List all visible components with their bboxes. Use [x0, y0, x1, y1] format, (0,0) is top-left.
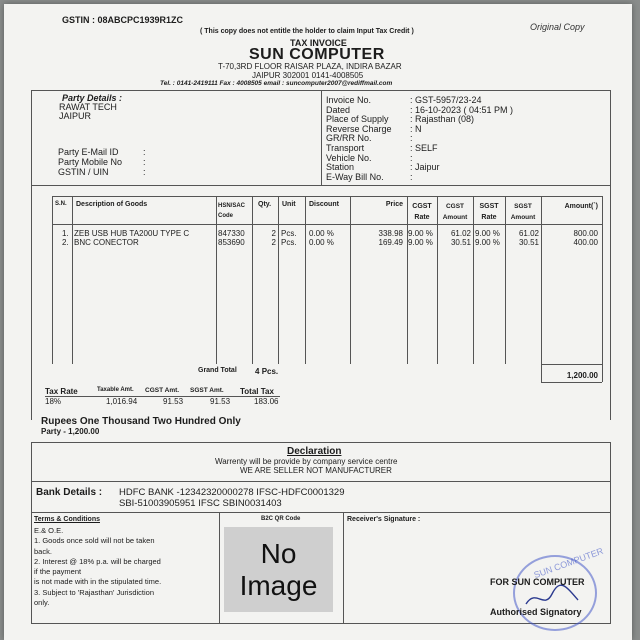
- party-name: RAWAT TECH: [59, 102, 117, 112]
- col-header-discount: Discount: [309, 201, 339, 208]
- col-header-sgst-amt: SGST Amount: [510, 203, 536, 221]
- receiver-signature-label: Receiver's Signature :: [347, 516, 421, 523]
- footer-divider-1: [219, 512, 220, 623]
- tax-header-total: Total Tax: [240, 387, 274, 396]
- qr-label: B2C QR Code: [261, 516, 301, 522]
- party-city: JAIPUR: [59, 111, 92, 121]
- terms-line: is not made with in the stipulated time.: [34, 577, 162, 587]
- party-field: GSTIN / UIN :: [58, 167, 146, 177]
- terms-line: if the payment: [34, 567, 82, 577]
- invoice-info-row: Transport : SELF: [326, 142, 438, 153]
- table-top-line: [52, 196, 602, 197]
- tax-header-sgst: SGST Amt.: [190, 387, 224, 394]
- terms-line: 3. Subject to 'Rajasthan' Jurisdiction: [34, 587, 155, 597]
- company-stamp-text: SUN COMPUTER: [532, 545, 605, 581]
- party-fields: [58, 147, 146, 177]
- col-header-cgst-rate: CGST Rate: [412, 203, 432, 221]
- party-bottom-line: [31, 185, 611, 186]
- grand-total-box-bottom: [541, 382, 602, 383]
- party-field: Party E-Mail ID :: [58, 147, 146, 157]
- party-field: Party Mobile No :: [58, 157, 146, 167]
- table-header-line: [52, 224, 602, 225]
- frame-left-lower: [31, 442, 32, 623]
- tax-taxable-value: 1,016.94: [106, 397, 138, 406]
- table-col-line: [541, 196, 542, 382]
- company-name: SUN COMPUTER: [249, 46, 385, 63]
- terms-list: [34, 526, 161, 608]
- col-header-amount: Amount(`): [564, 203, 598, 210]
- gstin-label: GSTIN : 08ABCPC1939R1ZC: [62, 15, 184, 25]
- copy-label: Original Copy: [530, 22, 585, 32]
- footer-top-line: [31, 512, 611, 513]
- tax-sgst-value: 91.53: [210, 397, 231, 406]
- frame-right-lower: [610, 442, 611, 623]
- tax-total-value: 183.06: [254, 397, 279, 406]
- authorised-signatory: Authorised Signatory: [490, 607, 582, 617]
- invoice-info-row: Station : Jaipur: [326, 162, 440, 173]
- declaration-title: Declaration: [287, 446, 342, 457]
- table-col-line: [52, 196, 53, 364]
- invoice-info-row: Reverse Charge : N: [326, 123, 422, 134]
- bank-line1: HDFC BANK -12342320000278 IFSC-HDFC0001329: [119, 487, 345, 498]
- table-col-line: [350, 196, 351, 364]
- company-address-line1: T-70,3RD FLOOR RAISAR PLAZA, INDIRA BAZAR: [218, 62, 402, 71]
- invoice-info-row: Vehicle No. :: [326, 152, 413, 163]
- col-header-cgst-amt: CGST Amount: [442, 203, 468, 221]
- tax-rate-value: 18%: [45, 397, 62, 406]
- grand-total-qty: 4 Pcs.: [255, 367, 279, 376]
- amount-in-words: Rupees One Thousand Two Hundred Only: [41, 416, 241, 427]
- terms-line: 2. Interest @ 18% p.a. will be charged: [34, 556, 161, 566]
- party-amount: Party - 1,200.00: [41, 427, 100, 436]
- copy-note: ( This copy does not entitle the holder to claim Input Tax Credit ): [200, 28, 414, 35]
- terms-line: back.: [34, 546, 52, 556]
- qr-placeholder-image: No Image: [224, 527, 333, 612]
- col-header-desc: Description of Goods: [76, 201, 148, 208]
- declaration-top-line: [31, 442, 611, 443]
- footer-divider-2: [343, 512, 344, 623]
- col-header-unit: Unit: [282, 201, 296, 208]
- tax-header-cgst: CGST Amt.: [145, 387, 180, 394]
- table-col-line: [216, 196, 217, 364]
- terms-heading: Terms & Conditions: [34, 516, 100, 523]
- table-col-line: [252, 196, 253, 364]
- frame-bottom: [31, 623, 611, 624]
- grand-total-label: Grand Total: [198, 367, 237, 374]
- table-col-line: [278, 196, 279, 364]
- company-contact: Tel. : 0141-2419111 Fax : 4008505 email : suncomputer2007@rediffmail.com: [160, 80, 393, 87]
- invoice-info-row: GR/RR No. :: [326, 133, 413, 144]
- table-col-line: [602, 196, 603, 382]
- invoice-info-row: Place of Supply : Rajasthan (08): [326, 114, 475, 125]
- grand-total-box-top: [541, 364, 602, 365]
- invoice-info-row: E-Way Bill No. :: [326, 171, 413, 182]
- terms-line: E.& O.E.: [34, 526, 64, 535]
- tax-header-rate: Tax Rate: [45, 387, 78, 396]
- table-col-line: [305, 196, 306, 364]
- party-heading: Party Details :: [62, 93, 123, 103]
- table-row: 2. BNC CONECTOR 853690 2 Pcs. 0.00 % 169.49 9.00 % 30.51 9.00 % 30.51 400.00: [62, 238, 598, 247]
- col-header-hsn: HSN/SAC Code: [218, 203, 246, 219]
- terms-line: only.: [34, 598, 50, 608]
- col-header-qty: Qty.: [258, 201, 272, 208]
- col-header-price: Price: [385, 201, 403, 208]
- for-company: FOR SUN COMPUTER: [490, 577, 585, 587]
- terms-line: 1. Goods once sold will not be taken: [34, 536, 155, 546]
- declaration-line1: Warrenty will be provide by company service centre: [215, 457, 398, 466]
- bank-label: Bank Details :: [36, 487, 103, 498]
- doc-title: TAX INVOICE: [290, 38, 347, 48]
- col-header-sgst-rate: SGST Rate: [479, 203, 499, 221]
- party-divider: [321, 90, 322, 185]
- declaration-line2: WE ARE SELLER NOT MANUFACTURER: [240, 466, 392, 475]
- invoice-info: [326, 96, 513, 182]
- table-col-line: [72, 196, 73, 364]
- frame-left: [31, 90, 32, 420]
- col-header-sn: S.N.: [55, 201, 67, 207]
- invoice-info-row: Dated : 16-10-2023 ( 04:51 PM ): [326, 104, 514, 115]
- table-row: 1. ZEB USB HUB TA200U TYPE C 847330 2 Pcs. 0.00 % 338.98 9.00 % 61.02 9.00 % 61.02 800.00: [62, 229, 598, 238]
- frame-right: [610, 90, 611, 420]
- grand-total-amount: 1,200.00: [566, 371, 598, 380]
- tax-cgst-value: 91.53: [163, 397, 184, 406]
- bank-top-line: [31, 481, 611, 482]
- invoice-info-row: Invoice No. : GST-5957/23-24: [326, 95, 482, 105]
- bank-line2: SBI-51003905951 IFSC SBIN0031403: [119, 498, 282, 509]
- company-address-line2: JAIPUR 302001 0141-4008505: [252, 71, 364, 80]
- tax-header-taxable: Taxable Amt.: [97, 387, 134, 393]
